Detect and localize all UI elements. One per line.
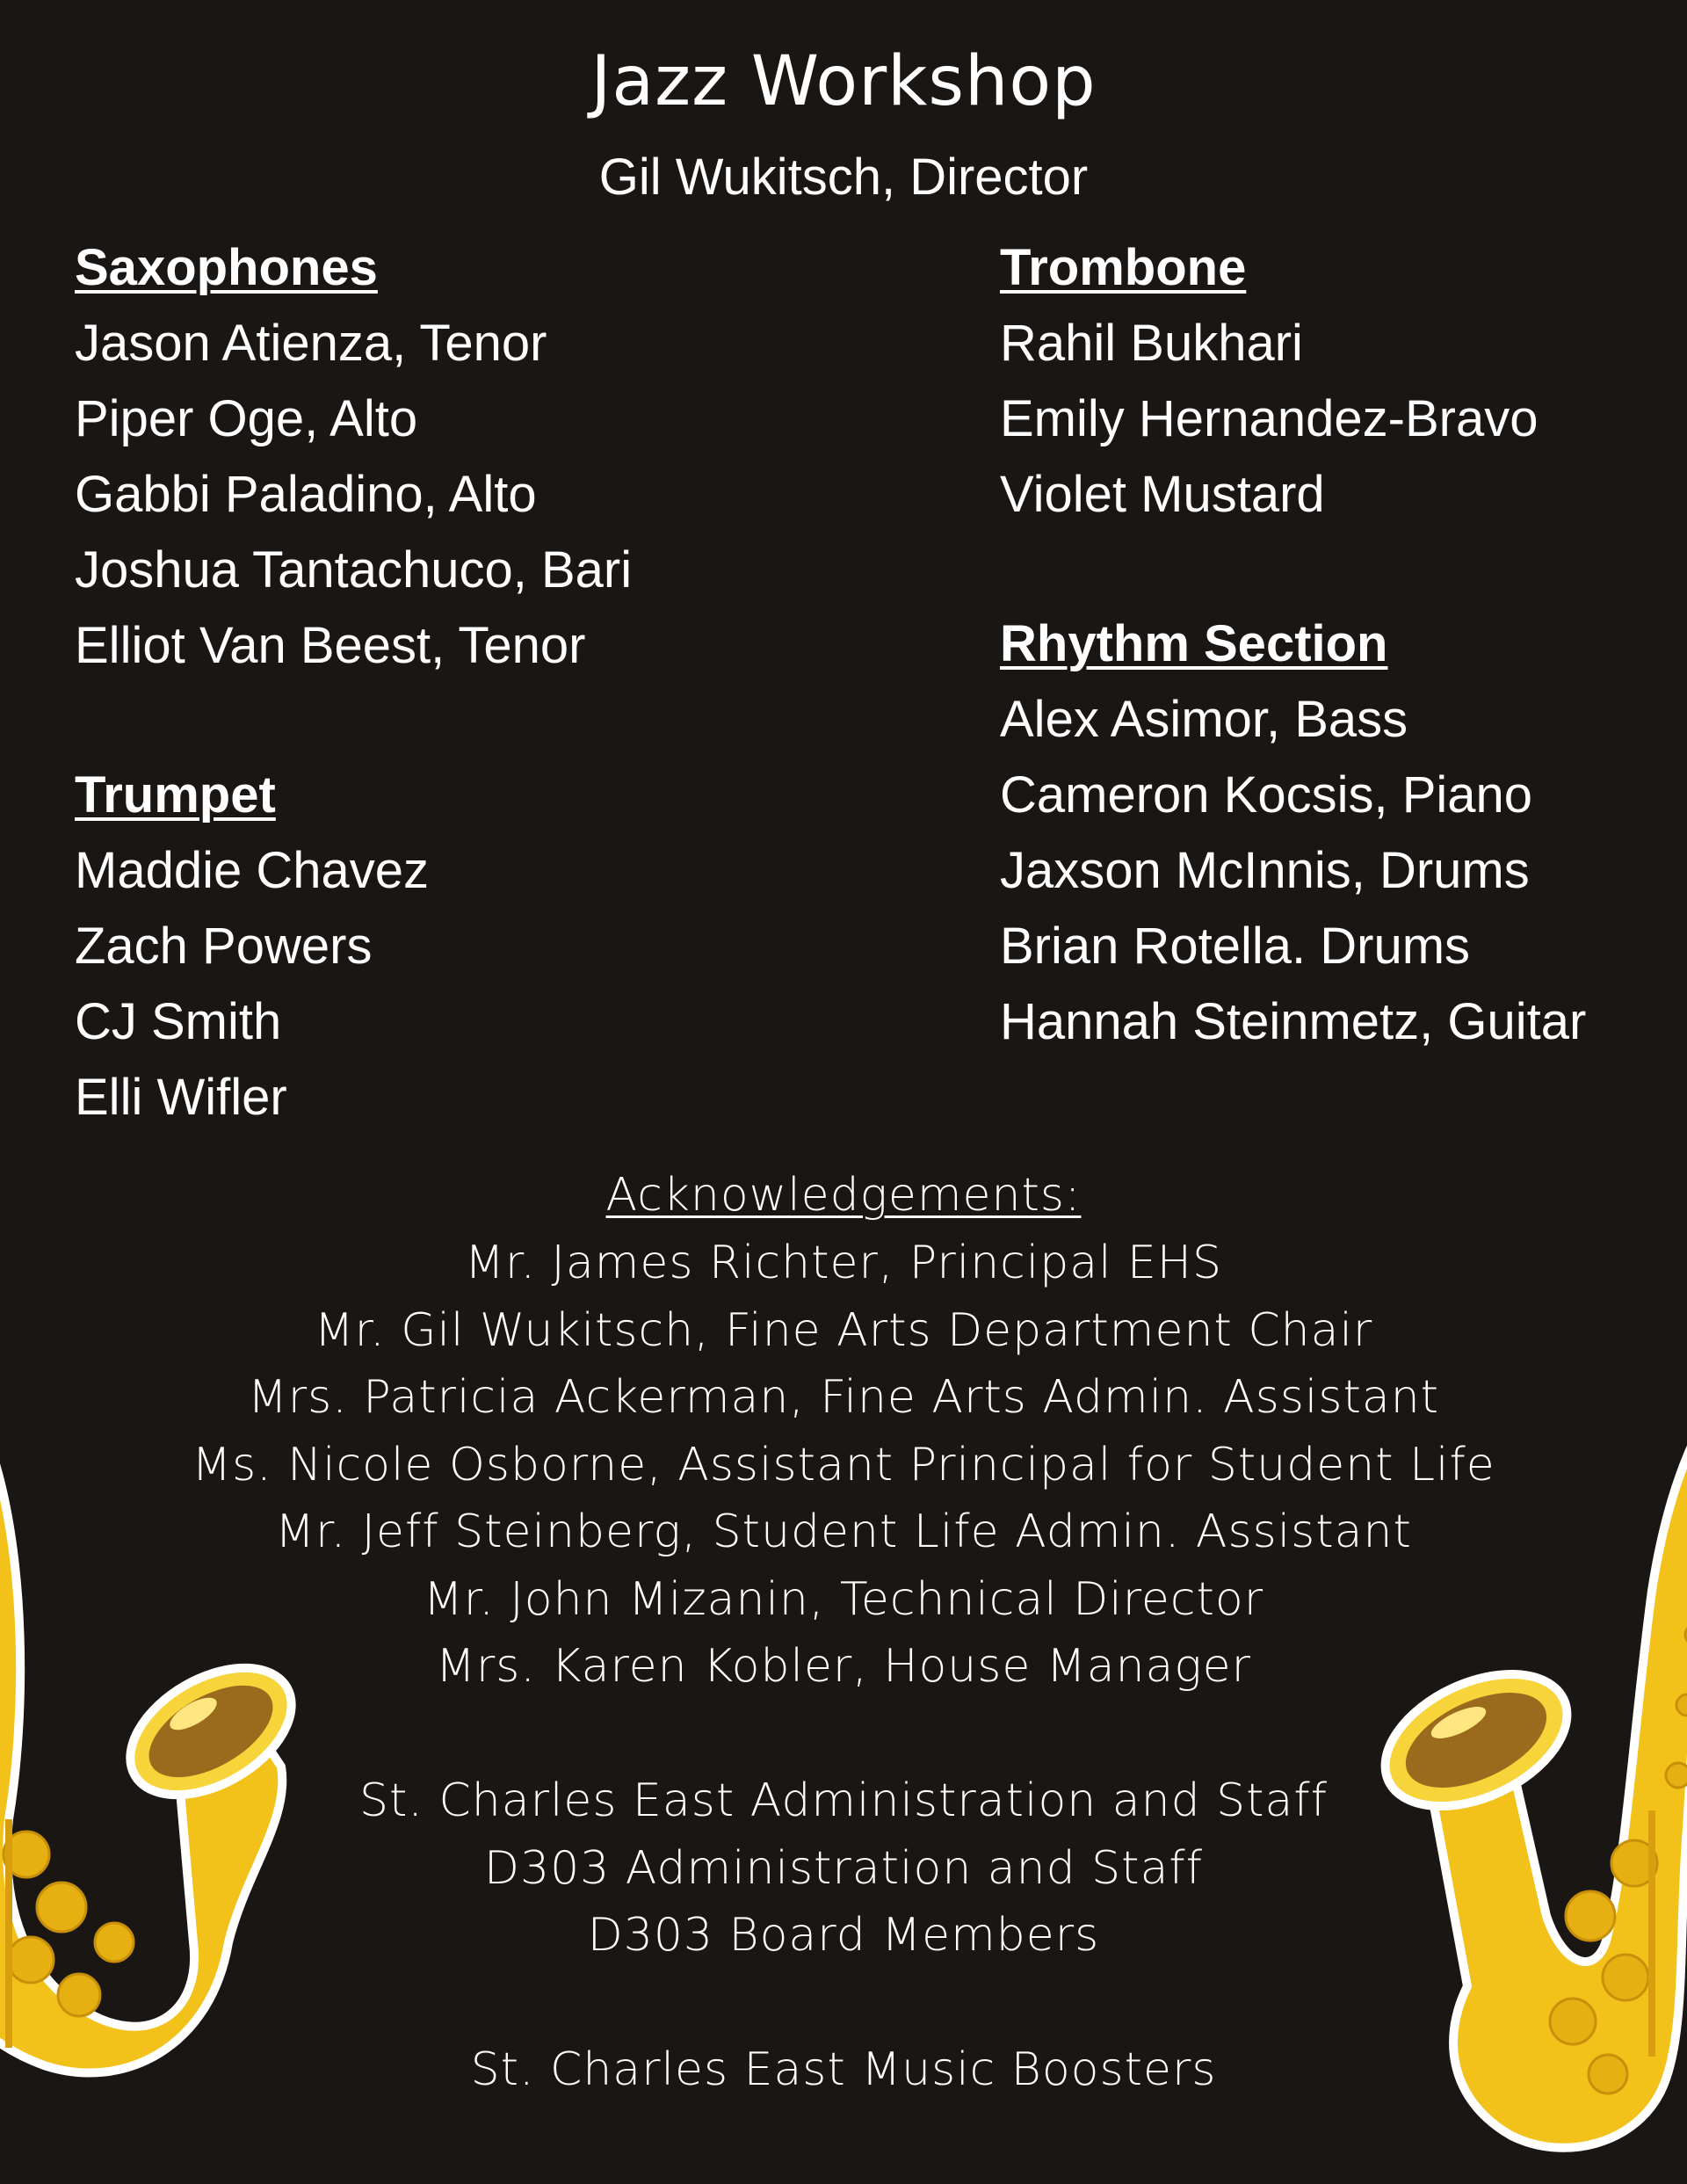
page-title: Jazz Workshop: [590, 42, 1097, 121]
director-line: Gil Wukitsch, Director: [598, 149, 1089, 206]
rhythm-heading: Rhythm Section: [1000, 615, 1388, 672]
member-name: Elliot Van Beest, Tenor: [75, 617, 586, 674]
member-name: CJ Smith: [75, 993, 282, 1050]
saxophones-heading: Saxophones: [75, 239, 378, 296]
ack-person: Mr. John Mizanin, Technical Director: [423, 1572, 1264, 1626]
ack-group: St. Charles East Administration and Staff: [358, 1774, 1329, 1827]
ack-group: D303 Board Members: [587, 1909, 1100, 1962]
trumpet-section: [75, 758, 429, 1136]
saxophones-section: [75, 230, 632, 684]
ack-person: Mrs. Patricia Ackerman, Fine Arts Admin. Assistant: [247, 1371, 1440, 1424]
trombone-section: [1000, 230, 1538, 533]
member-name: Cameron Kocsis, Piano: [1000, 766, 1533, 824]
member-name: Jason Atienza, Tenor: [75, 315, 547, 372]
member-name: Alex Asimor, Bass: [1000, 691, 1408, 748]
member-name: Rahil Bukhari: [1000, 315, 1303, 372]
saxophone-icon: [1371, 1371, 1687, 2162]
trombone-heading: Trombone: [1000, 239, 1247, 296]
ack-person: Ms. Nicole Osborne, Assistant Principal for Student Life: [192, 1438, 1495, 1491]
member-name: Elli Wifler: [75, 1069, 287, 1126]
rhythm-section: [1000, 606, 1586, 1060]
member-name: Brian Rotella. Drums: [1000, 918, 1471, 975]
member-name: Piper Oge, Alto: [75, 390, 418, 447]
ack-person: Mr. Gil Wukitsch, Fine Arts Department Chair: [314, 1303, 1373, 1357]
ack-group: D303 Administration and Staff: [483, 1841, 1204, 1895]
ack-person: Mr. Jeff Steinberg, Student Life Admin. Assistant: [275, 1506, 1412, 1558]
member-name: Joshua Tantachuco, Bari: [75, 541, 633, 599]
member-name: Jaxson McInnis, Drums: [1000, 842, 1530, 899]
saxophone-icon: [0, 1450, 316, 2083]
member-name: Violet Mustard: [1000, 466, 1325, 523]
member-name: Hannah Steinmetz, Guitar: [1000, 993, 1587, 1050]
ack-boosters: St. Charles East Music Boosters: [470, 2043, 1217, 2096]
member-name: Gabbi Paladino, Alto: [75, 466, 537, 523]
ack-person: Mrs. Karen Kobler, House Manager: [436, 1640, 1251, 1693]
member-name: Emily Hernandez-Bravo: [1000, 390, 1539, 447]
trumpet-heading: Trumpet: [75, 766, 276, 824]
member-name: Zach Powers: [75, 918, 373, 975]
acknowledgements-heading: Acknowledgements:: [605, 1169, 1082, 1222]
member-name: Maddie Chavez: [75, 842, 429, 899]
ack-person: Mr. James Richter, Principal EHS: [464, 1237, 1223, 1289]
